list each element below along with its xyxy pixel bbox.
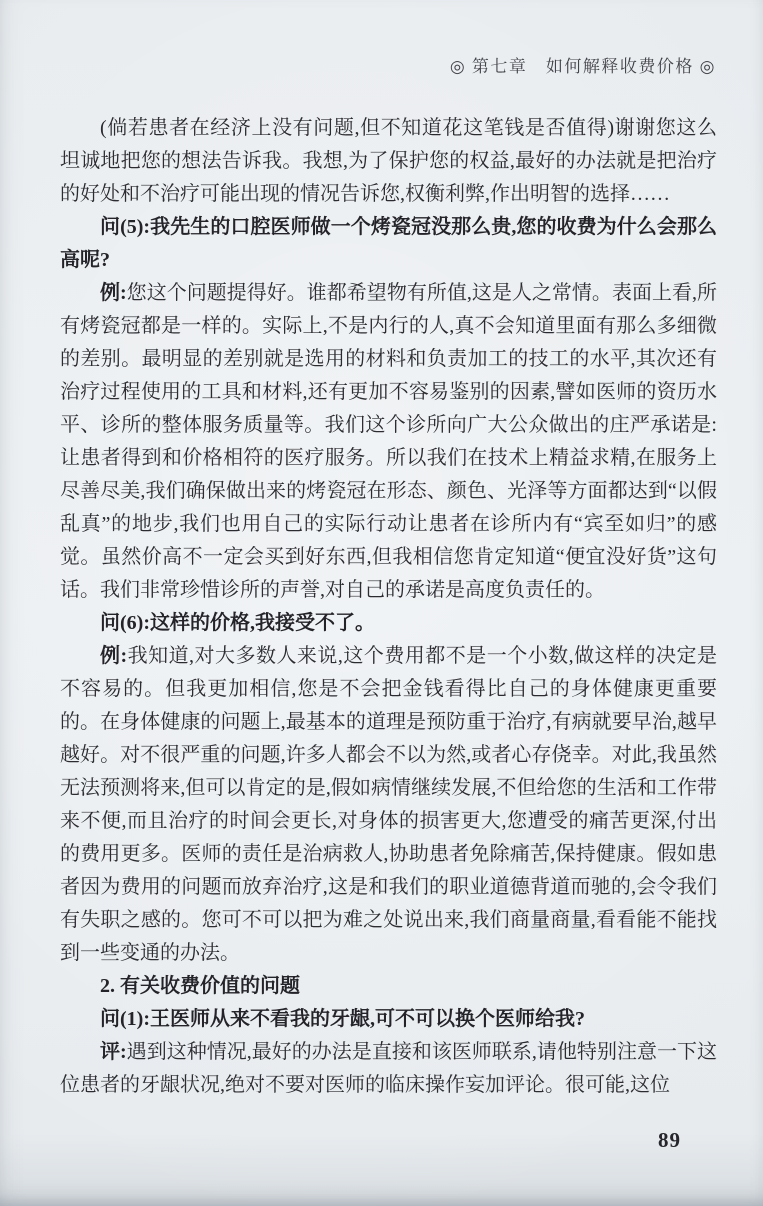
question-5-label: 问(5): (100, 216, 151, 238)
example-5-label: 例: (100, 282, 127, 304)
question-1 (60, 1003, 717, 1036)
comment-1-text: 遇到这种情况,最好的办法是直接和该医师联系,请他特别注意一下这位患者的牙龈状况,绝对不要对医师的临床操作妄加评论。很可能,这位 (60, 1041, 717, 1096)
example-answer-5 (60, 277, 717, 607)
example-6-text: 我知道,对大多数人来说,这个费用都不是一个小数,做这样的决定是不容易的。但我更加相信,您是不会把金钱看得比自己的身体健康更重要的。在身体健康的问题上,最基本的道理是预防重于治疗,有病就要早治,越早越好。对不很严重的问题,许多人都会不以为然,或者心存侥幸。对此,我虽然无法预测将来,但可以肯定的是,假如病情继续发展,不但给您的生活和工作带来不便,而且治疗的时间会更长,对身体的损害更大,您遭受的痛苦更深,付出的费用更多。医师的责任是治病救人,协助患者免除痛苦,保持健康。假如患者因为费用的问题而放弃治疗,这是和我们的职业道德背道而驰的,会令我们有失职之感的。您可不可以把为难之处说出来,我们商量商量,看看能不能找到一些变通的办法。 (60, 645, 717, 964)
running-header-chapter-title: ◎ 第七章 如何解释收费价格 ◎ (449, 57, 716, 76)
comment-answer-1 (60, 1036, 717, 1102)
section-2-heading: 2. 有关收费价值的问题 (100, 975, 300, 997)
example-6-label: 例: (100, 645, 128, 667)
question-5-text: 我先生的口腔医师做一个烤瓷冠没那么贵,您的收费为什么会那么高呢? (60, 216, 718, 271)
example-5-text: 您这个问题提得好。谁都希望物有所值,这是人之常情。表面上看,所有烤瓷冠都是一样的。实际上,不是内行的人,真不会知道里面有那么多细微的差别。最明显的差别就是选用的材料和负责加工的技工的水平,其次还有治疗过程使用的工具和材料,还有更加不容易鉴别的因素,譬如医师的资历水平、诊所的整体服务质量等。我们这个诊所向广大公众做出的庄严承诺是:让患者得到和价格相符的医疗服务。所以我们在技术上精益求精,在服务上尽善尽美,我们确保做出来的烤瓷冠在形态、颜色、光泽等方面都达到“以假乱真”的地步,我们也用自己的实际行动让患者在诊所内有“宾至如归”的感觉。虽然价高不一定会买到好东西,但我相信您肯定知道“便宜没好货”这句话。我们非常珍惜诊所的声誉,对自己的承诺是高度负责任的。 (60, 282, 717, 601)
question-1-text: 王医师从来不看我的牙龈,可不可以换个医师给我? (149, 1008, 585, 1030)
question-6-text: 这样的价格,我接受不了。 (149, 612, 375, 634)
page-number: 89 (658, 1128, 681, 1152)
question-6-label: 问(6): (100, 612, 150, 634)
example-answer-6 (60, 640, 717, 970)
comment-1-label: 评: (100, 1041, 127, 1063)
question-6 (60, 607, 717, 640)
page-body (60, 112, 717, 1102)
question-5 (60, 211, 717, 277)
question-1-label: 问(1): (100, 1008, 150, 1030)
paragraph-intro-continuation: (倘若患者在经济上没有问题,但不知道花这笔钱是否值得)谢谢您这么坦诚地把您的想法告诉我。我想,为了保护您的权益,最好的办法就是把治疗的好处和不治疗可能出现的情况告诉您,权衡利弊,作出明智的选择…… (60, 117, 717, 205)
